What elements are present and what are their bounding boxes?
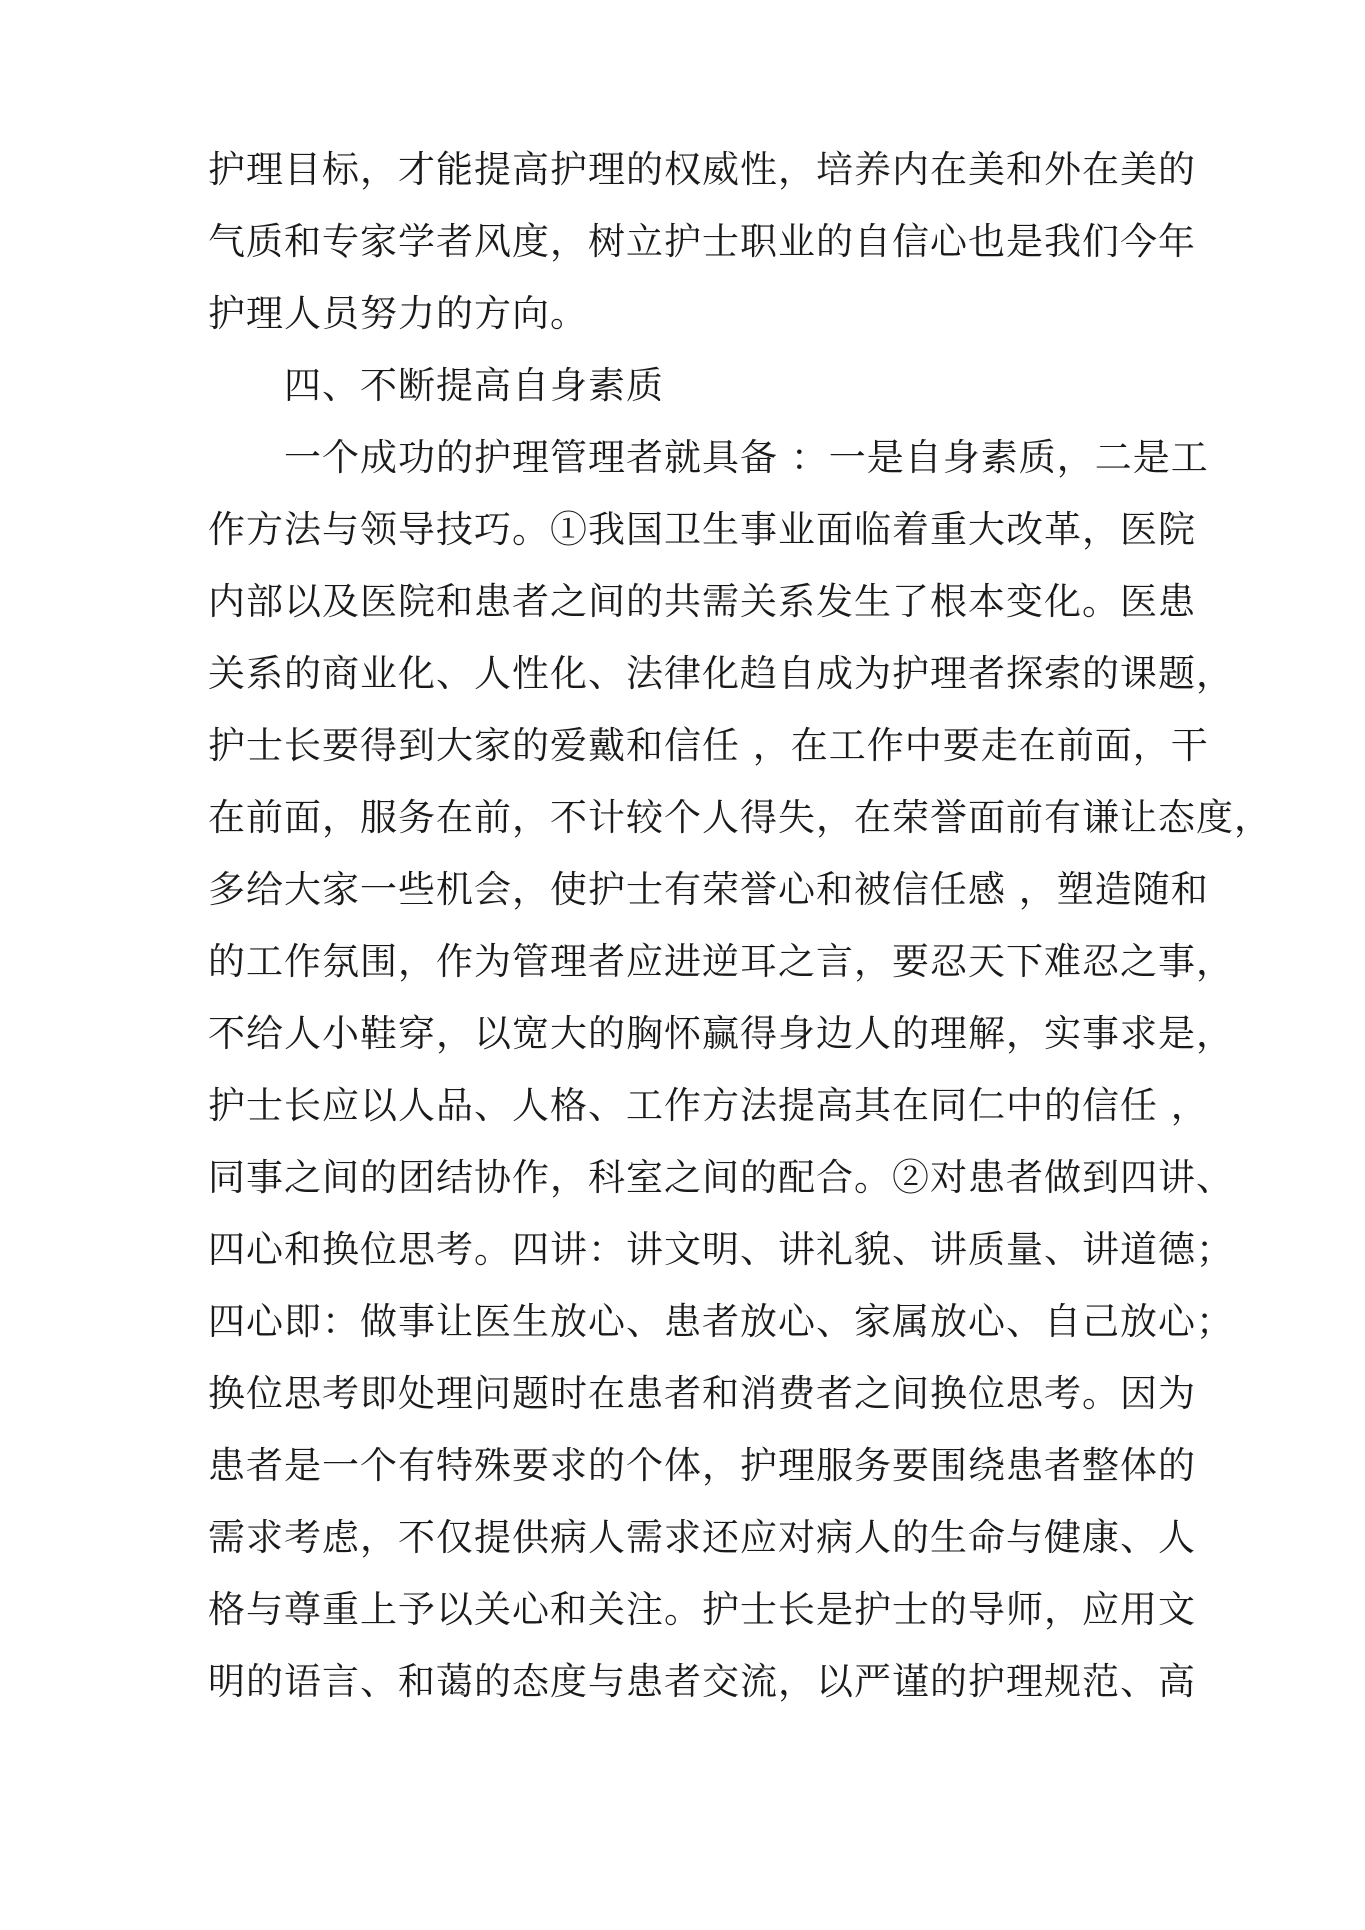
text-line: 的工作氛围，作为管理者应进逆耳之言，要忍天下难忍之事， (208, 940, 1234, 983)
text-line: 一个成功的护理管理者就具备 ：一是自身素质，二是工 (284, 436, 1209, 479)
section-heading: 四、不断提高自身素质 (284, 364, 664, 407)
text-line: 气质和专家学者风度，树立护士职业的自信心也是我们今年 (208, 220, 1196, 263)
text-line: 内部以及医院和患者之间的共需关系发生了根本变化。医患 (208, 580, 1196, 623)
text-line: 护士长应以人品、人格、工作方法提高其在同仁中的信任 ， (208, 1084, 1209, 1127)
text-line: 关系的商业化、人性化、法律化趋自成为护理者探索的课题， (208, 652, 1234, 695)
text-line: 多给大家一些机会，使护士有荣誉心和被信任感 ，塑造随和 (208, 868, 1209, 911)
text-line: 护士长要得到大家的爱戴和信任 ，在工作中要走在前面，干 (208, 724, 1209, 767)
text-line: 明的语言、和蔼的态度与患者交流，以严谨的护理规范、高 (208, 1660, 1196, 1703)
text-line: 在前面，服务在前，不计较个人得失，在荣誉面前有谦让态度， (208, 796, 1272, 839)
text-line: 不给人小鞋穿，以宽大的胸怀赢得身边人的理解，实事求是， (208, 1012, 1234, 1055)
text-line: 格与尊重上予以关心和关注。护士长是护士的导师，应用文 (208, 1588, 1196, 1631)
text-line: 患者是一个有特殊要求的个体，护理服务要围绕患者整体的 (208, 1444, 1196, 1487)
text-line: 护理目标，才能提高护理的权威性，培养内在美和外在美的 (208, 148, 1196, 191)
text-line: 四心和换位思考。四讲：讲文明、讲礼貌、讲质量、讲道德； (208, 1228, 1234, 1271)
text-line: 需求考虑，不仅提供病人需求还应对病人的生命与健康、人 (208, 1516, 1196, 1559)
text-line: 同事之间的团结协作，科室之间的配合。②对患者做到四讲、 (208, 1156, 1234, 1199)
text-line: 护理人员努力的方向。 (208, 292, 588, 335)
text-line: 四心即：做事让医生放心、患者放心、家属放心、自己放心； (208, 1300, 1234, 1343)
text-line: 换位思考即处理问题时在患者和消费者之间换位思考。因为 (208, 1372, 1196, 1415)
text-line: 作方法与领导技巧。①我国卫生事业面临着重大改革，医院 (208, 508, 1196, 551)
